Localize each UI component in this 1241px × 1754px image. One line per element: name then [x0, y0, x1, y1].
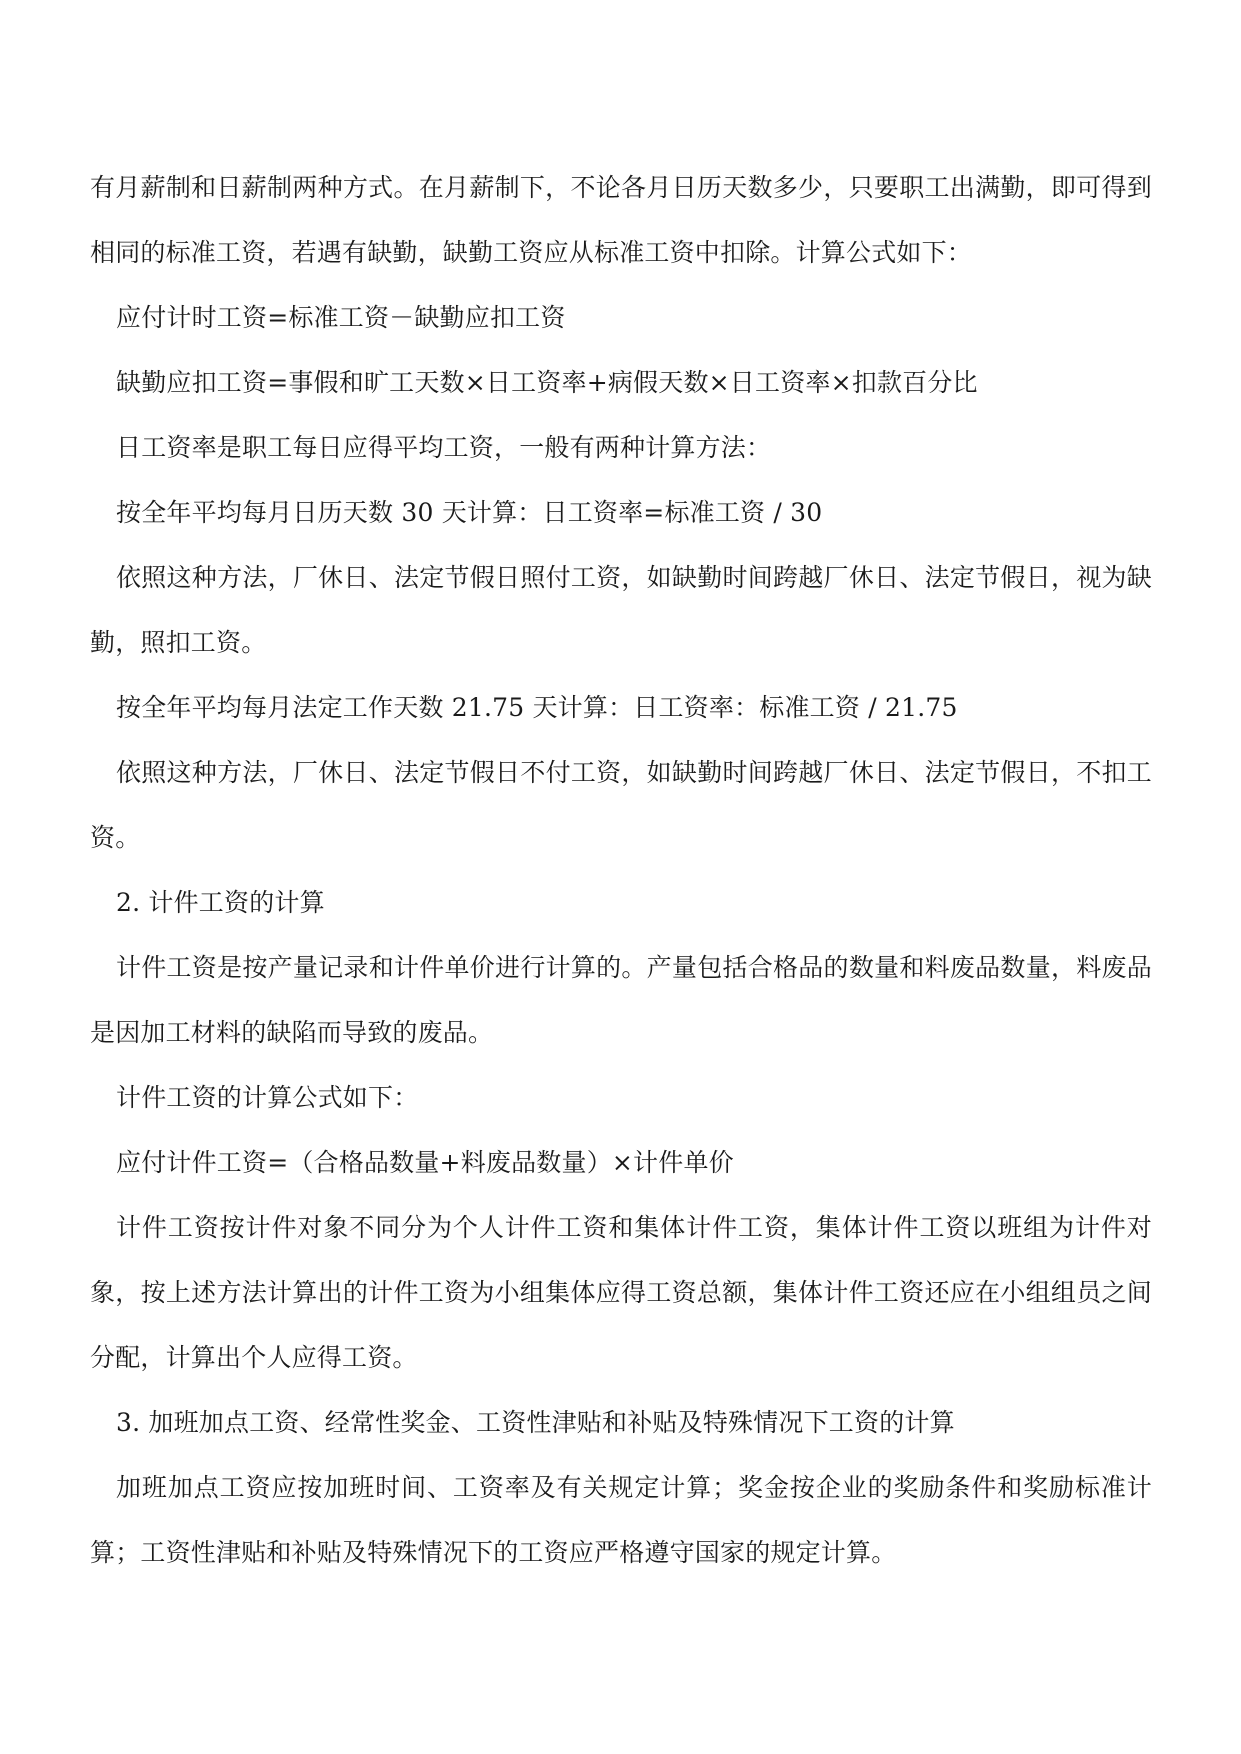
formula-piece-wage: 应付计件工资=（合格品数量+料废品数量）×计件单价: [116, 1148, 734, 1177]
formula-absence-deduction: 缺勤应扣工资=事假和旷工天数×日工资率+病假天数×日工资率×扣款百分比: [116, 368, 978, 397]
paragraph-piece-wage: 计件工资是按产量记录和计件单价进行计算的。产量包括合格品的数量和料废品数量，料废品是因加工材料的缺陷而导致的废品。: [90, 953, 1152, 1047]
paragraph-monthly-daily-salary: 有月薪制和日薪制两种方式。在月薪制下，不论各月日历天数多少，只要职工出满勤，即可得到相同的标准工资，若遇有缺勤，缺勤工资应从标准工资中扣除。计算公式如下：: [90, 173, 1152, 267]
paragraph-overtime-bonus: 加班加点工资应按加班时间、工资率及有关规定计算；奖金按企业的奖励条件和奖励标准计算；工资性津贴和补贴及特殊情况下的工资应严格遵守国家的规定计算。: [90, 1473, 1152, 1567]
paragraph-piece-wage-formula-intro: 计件工资的计算公式如下：: [116, 1083, 419, 1112]
document-body: [90, 155, 1152, 1585]
section-heading-piece-wage: 2. 计件工资的计算: [116, 888, 325, 917]
formula-rate-21-75-days: 按全年平均每月法定工作天数 21.75 天计算：日工资率：标准工资 / 21.75: [116, 693, 958, 722]
paragraph-method-21-75-days: 依照这种方法，厂休日、法定节假日不付工资，如缺勤时间跨越厂休日、法定节假日，不扣工资。: [90, 758, 1152, 852]
section-heading-overtime-bonus: 3. 加班加点工资、经常性奖金、工资性津贴和补贴及特殊情况下工资的计算: [116, 1408, 955, 1437]
formula-time-wage: 应付计时工资=标准工资－缺勤应扣工资: [116, 303, 566, 332]
paragraph-daily-wage-rate: 日工资率是职工每日应得平均工资，一般有两种计算方法：: [116, 433, 772, 462]
formula-rate-30-days: 按全年平均每月日历天数 30 天计算：日工资率=标准工资 / 30: [116, 498, 823, 527]
paragraph-collective-piece-wage: 计件工资按计件对象不同分为个人计件工资和集体计件工资，集体计件工资以班组为计件对象，按上述方法计算出的计件工资为小组集体应得工资总额，集体计件工资还应在小组组员之间分配，计算出个人应得工资。: [90, 1213, 1152, 1372]
paragraph-method-30-days: 依照这种方法，厂休日、法定节假日照付工资，如缺勤时间跨越厂休日、法定节假日，视为缺勤，照扣工资。: [90, 563, 1152, 657]
